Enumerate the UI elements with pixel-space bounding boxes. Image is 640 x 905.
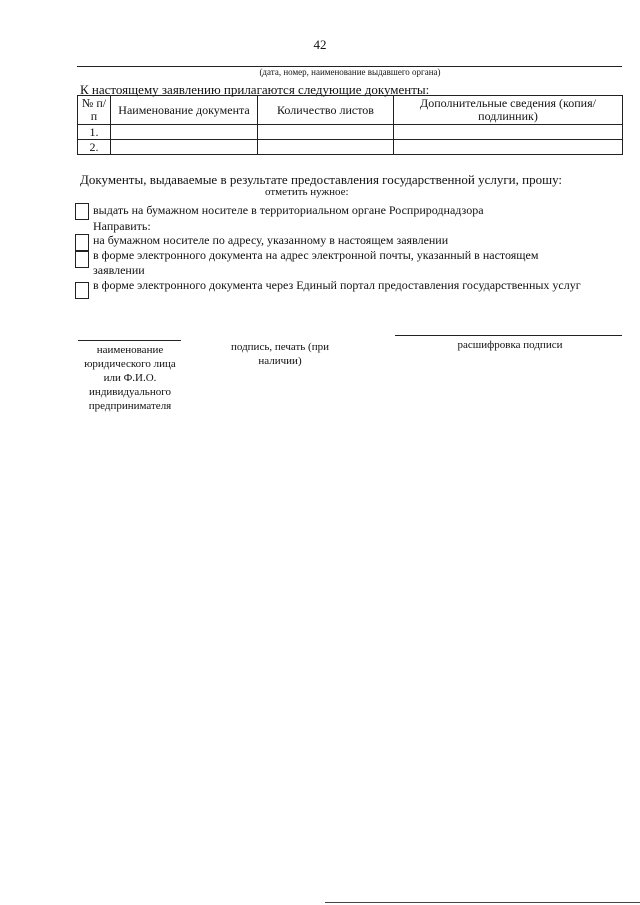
sheet-count-cell[interactable] bbox=[258, 125, 394, 140]
decoding-caption: расшифровка подписи bbox=[457, 339, 563, 351]
name-caption: наименование юридического лица или Ф.И.О. индивидуального предпринимателя bbox=[84, 344, 176, 412]
paper-territorial-label: выдать на бумажном носителе в территориальном органе Росприроднадзора bbox=[93, 203, 484, 217]
paper-territorial-checkbox[interactable] bbox=[75, 203, 89, 220]
attachments-intro: К настоящему заявлению прилагаются следующие документы: bbox=[80, 82, 430, 97]
column-header-number: № п/п bbox=[78, 96, 111, 125]
page-number: 42 bbox=[313, 37, 327, 52]
document-name-cell[interactable] bbox=[111, 140, 258, 155]
electronic-email-checkbox[interactable] bbox=[75, 251, 89, 268]
attachments-table bbox=[77, 95, 623, 155]
row-number-cell: 2. bbox=[78, 140, 111, 155]
sheet-count-cell[interactable] bbox=[258, 140, 394, 155]
name-fill-line bbox=[78, 340, 181, 341]
bottom-rule bbox=[325, 902, 640, 903]
signature-caption: подпись, печать (при наличии) bbox=[231, 341, 329, 367]
row-number-cell: 1. bbox=[78, 125, 111, 140]
document-name-cell[interactable] bbox=[111, 125, 258, 140]
mark-needed-note: отметить нужное: bbox=[265, 186, 349, 198]
table-header-row bbox=[78, 96, 623, 125]
paper-address-label: на бумажном носителе по адресу, указанному в настоящем заявлении bbox=[93, 233, 449, 247]
column-header-sheet-count: Количество листов bbox=[258, 96, 394, 125]
send-label: Направить: bbox=[93, 219, 151, 233]
electronic-portal-label: в форме электронного документа через Единый портал предоставления государственных услуг bbox=[93, 278, 581, 292]
column-header-additional-info: Дополнительные сведения (копия/подлинник) bbox=[394, 96, 623, 125]
documents-request-text: Документы, выдаваемые в результате предоставления государственной услуги, прошу: bbox=[80, 172, 563, 187]
column-header-document-name: Наименование документа bbox=[111, 96, 258, 125]
decoding-fill-line bbox=[395, 335, 622, 336]
issuer-caption: (дата, номер, наименование выдавшего органа) bbox=[259, 67, 441, 77]
electronic-portal-checkbox[interactable] bbox=[75, 282, 89, 299]
paper-address-checkbox[interactable] bbox=[75, 234, 89, 251]
additional-info-cell[interactable] bbox=[394, 140, 623, 155]
table-row bbox=[78, 125, 623, 140]
additional-info-cell[interactable] bbox=[394, 125, 623, 140]
table-row bbox=[78, 140, 623, 155]
electronic-email-label: в форме электронного документа на адрес электронной почты, указанный в настоящем заявлении bbox=[93, 248, 539, 277]
